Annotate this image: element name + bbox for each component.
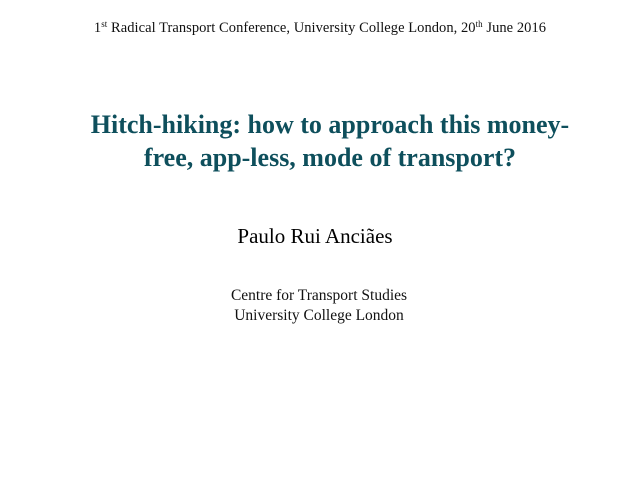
affiliation xyxy=(0,286,638,326)
slide-title xyxy=(40,108,620,174)
header-text-2: Radical Transport Conference, University College London, 20 xyxy=(107,20,476,36)
affiliation-line-2: University College London xyxy=(234,307,404,324)
author-name: Paulo Rui Anciães xyxy=(237,224,393,248)
affiliation-line-1: Centre for Transport Studies xyxy=(230,287,408,304)
header-text-3: June 2016 xyxy=(482,20,547,36)
slide-title-line-2: free, app-less, mode of transport? xyxy=(143,143,517,172)
header-superscript-1: st xyxy=(101,19,108,29)
conference-header xyxy=(0,20,640,37)
header-text-1: 1 xyxy=(93,20,102,36)
header-superscript-2: th xyxy=(475,19,483,29)
slide-title-line-1: Hitch-hiking: how to approach this money- xyxy=(90,110,570,139)
